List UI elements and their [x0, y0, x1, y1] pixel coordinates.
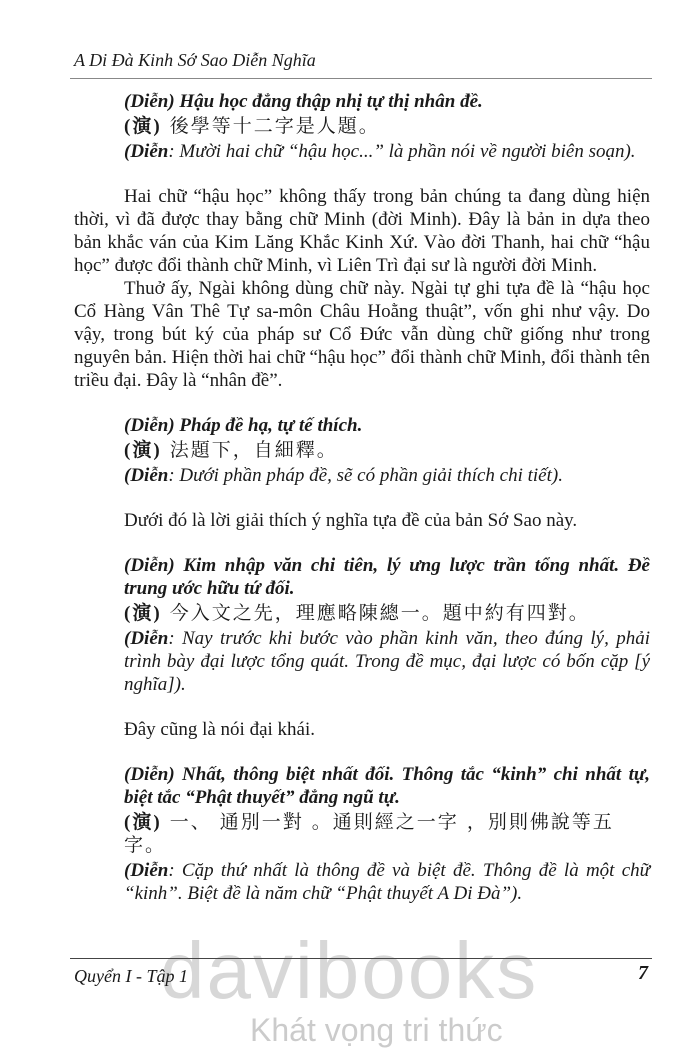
body-paragraph: Đây cũng là nói đại khái. [124, 719, 316, 740]
han-tag: (演) [124, 116, 162, 137]
section-heading: (Diễn) Kim nhập văn chi tiên, lý ưng lược trần tổng nhất. Đề trung ước hữu tứ đối. [124, 555, 650, 599]
page-number: 7 [638, 962, 648, 984]
footer-volume: Quyển I - Tập 1 [74, 966, 188, 986]
han-line [124, 439, 650, 462]
han-text: 今入文之先，理應略陳總一。題中約有四對。 [169, 602, 590, 624]
han-tag: (演) [124, 603, 162, 624]
han-line [124, 115, 650, 138]
section-note: (Diễn: Cặp thứ nhất là thông đề và biệt đề. Thông đề là một chữ “kinh”. Biệt đề là năm chữ “Phật thuyết A Di Đà”). [124, 860, 650, 904]
body-paragraph: Thuở ấy, Ngài không dùng chữ này. Ngài tự ghi tựa đề là “hậu học Cổ Hàng Vân Thê Tự sa-môn Châu Hoằng thuật”, vốn ghi như vậy. Do vậy, trong bút ký của pháp sư Cổ Đức vẫn dùng chữ giống như trong nguyên bản. Hiện thời hai chữ “hậu học” đổi thành chữ Minh, đổi thành tên triều đại. Đây là “nhân đề”. [74, 278, 650, 391]
section-heading: (Diễn) Nhất, thông biệt nhất đối. Thông tắc “kinh” chi nhất tự, biệt tắc “Phật thuyết” đẳng ngũ tự. [124, 764, 650, 808]
page-body [74, 84, 650, 905]
han-text: 法題下，自細釋。 [169, 439, 338, 461]
han-line [124, 811, 650, 857]
han-line [124, 602, 650, 625]
section-note: (Diễn: Mười hai chữ “hậu học...” là phần nói về người biên soạn). [124, 141, 636, 162]
section-note: (Diễn: Dưới phần pháp đề, sẽ có phần giải thích chi tiết). [124, 465, 563, 486]
section-note: (Diễn: Nay trước khi bước vào phần kinh văn, theo đúng lý, phải trình bày đại lược tổng quát. Trong đề mục, đại lược có bốn cặp [ý nghĩa]). [124, 628, 650, 695]
section-heading: (Diễn) Pháp đề hạ, tự tế thích. [124, 415, 363, 436]
han-tag: (演) [124, 440, 162, 461]
watermark-slogan: Khát vọng tri thức [250, 1012, 503, 1048]
watermark-brand: davibooks [160, 926, 539, 1015]
han-text: 後學等十二字是人題。 [169, 115, 380, 137]
body-paragraph: Dưới đó là lời giải thích ý nghĩa tựa đề của bản Sớ Sao này. [124, 510, 578, 531]
han-text: 一、 通別一對 。通則經之一字 ，別則佛說等五字。 [124, 811, 614, 856]
header-divider [70, 78, 652, 79]
body-paragraph: Hai chữ “hậu học” không thấy trong bản chúng ta đang dùng hiện thời, vì đã được thay bằng chữ Minh (đời Minh). Đây là bản in dựa theo bản khắc ván của Kim Lăng Khắc Kinh Xứ. Vào đời Thanh, hai chữ “hậu học” được đổi thành chữ Minh, vì Liên Trì đại sư là người đời Minh. [74, 186, 650, 276]
han-tag: (演) [124, 812, 162, 833]
section-heading: (Diễn) Hậu học đẳng thập nhị tự thị nhân đề. [124, 91, 483, 112]
footer-divider [70, 958, 652, 959]
running-head: A Di Đà Kinh Sớ Sao Diễn Nghĩa [74, 50, 316, 70]
